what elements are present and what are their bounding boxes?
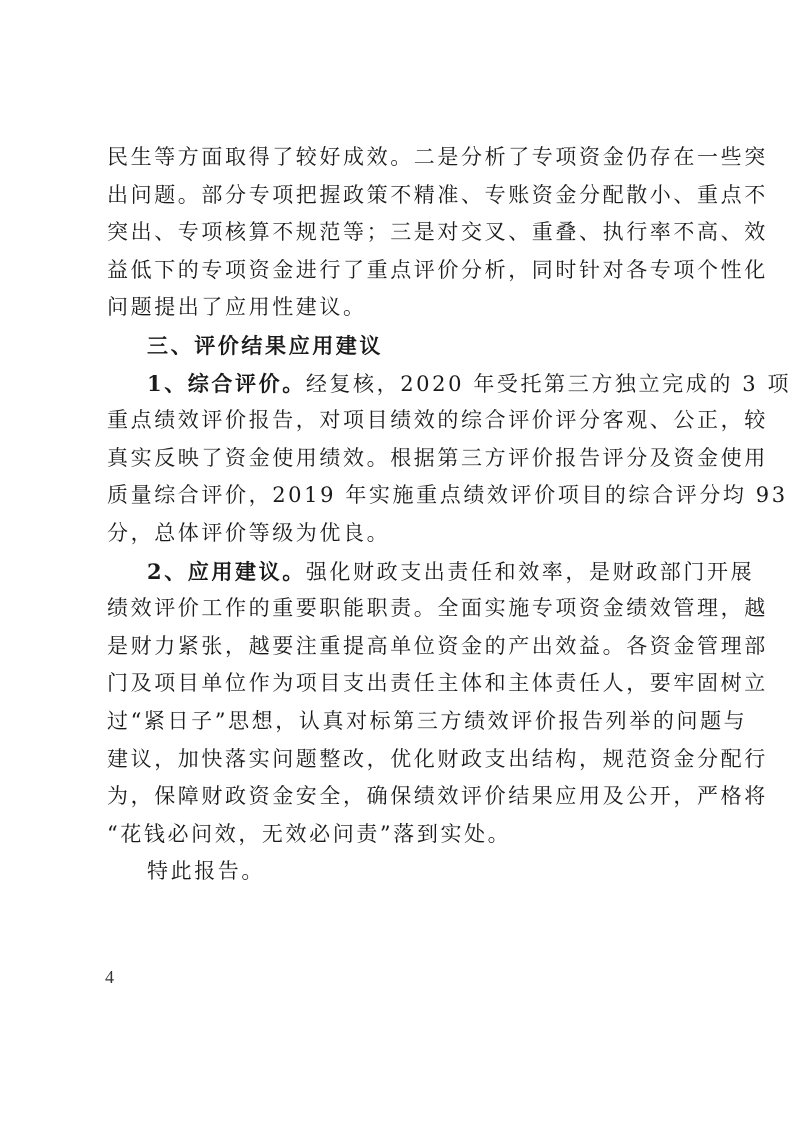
body-text	[107, 139, 792, 891]
item2-first-line	[107, 553, 755, 591]
paragraph-line: 问题提出了应用性建议。	[107, 295, 367, 320]
item1-line: 分，总体评价等级为优良。	[107, 520, 391, 545]
item1-first-line	[107, 365, 792, 403]
paragraph-line: 突出、专项核算不规范等；三是对交叉、重叠、执行率不高、效	[107, 220, 768, 245]
closing-line: 特此报告。	[147, 859, 265, 884]
page-number: 4	[105, 967, 114, 987]
item2-first-line-text: 强化财政支出责任和效率，是财政部门开展	[305, 559, 755, 584]
item1-line: 真实反映了资金使用绩效。根据第三方评价报告评分及资金使用	[107, 445, 768, 470]
section-heading: 三、评价结果应用建议	[147, 332, 383, 358]
item2-line: 门及项目单位作为项目支出责任主体和主体责任人，要牢固树立	[107, 671, 768, 696]
item1-line: 质量综合评价，2019 年实施重点绩效评价项目的综合评分均 93	[107, 483, 788, 508]
paragraph-line: 出问题。部分专项把握政策不精准、专账资金分配散小、重点不	[107, 182, 768, 207]
item2-line: 为，保障财政资金安全，确保绩效评价结果应用及公开，严格将	[107, 784, 768, 809]
item2-line: 过“紧日子”思想，认真对标第三方绩效评价报告列举的问题与	[107, 708, 748, 733]
item2-line: 绩效评价工作的重要职能职责。全面实施专项资金绩效管理，越	[107, 596, 768, 621]
item2-line: “花钱必问效，无效必问责”落到实处。	[107, 821, 512, 846]
paragraph-line: 民生等方面取得了较好成效。二是分析了专项资金仍存在一些突	[107, 145, 768, 169]
item1-label: 1、综合评价。	[147, 370, 306, 396]
item2-label: 2、应用建议。	[147, 558, 306, 584]
item2-line: 是财力紧张，越要注重提高单位资金的产出效益。各资金管理部	[107, 633, 768, 658]
paragraph-line: 益低下的专项资金进行了重点评价分析，同时针对各专项个性化	[107, 257, 768, 282]
item1-line: 重点绩效评价报告，对项目绩效的综合评价评分客观、公正，较	[107, 408, 768, 433]
item1-first-line-text: 经复核，2020 年受托第三方独立完成的 3 项	[305, 371, 792, 396]
item2-line: 建议，加快落实问题整改，优化财政支出结构，规范资金分配行	[107, 746, 768, 771]
